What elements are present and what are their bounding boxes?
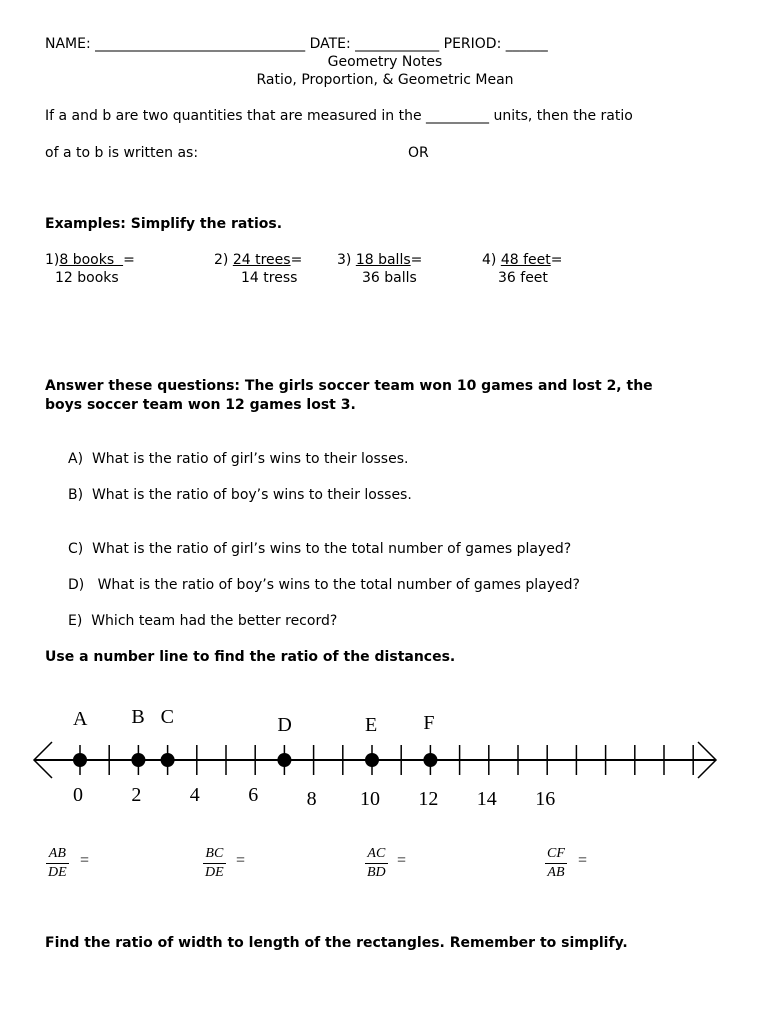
fraction-numerator: BC (203, 845, 226, 864)
question-c: C) What is the ratio of girl’s wins to the total number of games played? (68, 541, 572, 557)
point-label-d: D (277, 714, 292, 736)
ratio-equals: = (397, 852, 407, 869)
example-equals: = (550, 252, 563, 268)
page-subtitle: Ratio, Proportion, & Geometric Mean (256, 72, 514, 88)
tick-label: 2 (131, 784, 142, 806)
number-line-point-b (131, 753, 145, 767)
example-numerator: 48 feet (500, 252, 551, 268)
fraction-numerator: AC (365, 845, 388, 864)
tick-label: 0 (73, 784, 83, 806)
rectangles-heading: Find the ratio of width to length of the rectangles. Remember to simplify. (45, 935, 628, 951)
page-title: Geometry Notes (327, 54, 443, 70)
number-line-point-f (423, 753, 437, 767)
example-2-denominator: 14 tress (241, 270, 298, 286)
tick-label: 6 (248, 784, 259, 806)
ratio-definition-or: OR (408, 145, 429, 161)
number-line-heading: Use a number line to find the ratio of the distances. (45, 649, 456, 665)
example-equals: = (410, 252, 423, 268)
fraction-denominator: AB (547, 865, 565, 880)
example-prefix: 4) (482, 252, 501, 268)
example-prefix: 3) (337, 252, 356, 268)
tick-label: 4 (189, 784, 200, 806)
number-line-point-e (365, 753, 379, 767)
example-numerator: 18 balls (355, 252, 411, 268)
point-label-a: A (73, 708, 88, 730)
fraction-denominator: BD (367, 865, 386, 880)
ratio-equals: = (80, 852, 90, 869)
question-e: E) Which team had the better record? (68, 613, 338, 629)
ratio-fraction-ac-bd (365, 845, 388, 882)
example-4-denominator: 36 feet (498, 270, 548, 286)
example-1-denominator: 12 books (55, 270, 119, 286)
ratio-definition-line2: of a to b is written as: (45, 145, 199, 161)
point-label-f: F (423, 712, 435, 734)
tick-label: 10 (360, 788, 380, 810)
example-equals: = (290, 252, 303, 268)
ratio-definition-line1: If a and b are two quantities that are measured in the _________ units, then the ratio (45, 108, 633, 124)
number-line-point-d (277, 753, 291, 767)
example-2 (214, 252, 302, 268)
number-line-point-c (161, 753, 175, 767)
example-numerator: 24 trees (232, 252, 291, 268)
tick-label: 8 (306, 788, 317, 810)
example-numerator: 8 books (59, 252, 124, 268)
questions-heading-line1: Answer these questions: The girls soccer team won 10 games and lost 2, the (45, 378, 653, 394)
point-label-b: B (131, 706, 145, 728)
question-a: A) What is the ratio of girl’s wins to their losses. (68, 451, 409, 467)
fraction-denominator: DE (205, 865, 224, 880)
ratio-equals: = (578, 852, 588, 869)
fraction-denominator: DE (48, 865, 67, 880)
fraction-numerator: CF (545, 845, 567, 864)
ratio-equals: = (236, 852, 246, 869)
example-3 (337, 252, 422, 268)
tick-label: 14 (476, 788, 497, 810)
example-4 (482, 252, 562, 268)
number-line (0, 700, 770, 830)
tick-label: 12 (418, 788, 439, 810)
ratio-fraction-bc-de (203, 845, 226, 882)
question-b: B) What is the ratio of boy’s wins to their losses. (68, 487, 412, 503)
name-date-period-line: NAME: ______________________________ DATE: ____________ PERIOD: ______ (45, 36, 548, 52)
ratio-fraction-ab-de (46, 845, 69, 882)
fraction-numerator: AB (46, 845, 69, 864)
example-equals: = (123, 252, 135, 268)
point-label-c: C (160, 706, 174, 728)
example-prefix: 2) (214, 252, 233, 268)
example-1 (45, 252, 135, 268)
point-label-e: E (365, 714, 378, 736)
question-d: D) What is the ratio of boy’s wins to the total number of games played? (68, 577, 580, 593)
example-3-denominator: 36 balls (362, 270, 417, 286)
example-prefix: 1) (45, 252, 60, 268)
ratio-fraction-cf-ab (545, 845, 567, 882)
tick-label: 16 (535, 788, 556, 810)
number-line-point-a (73, 753, 87, 767)
questions-heading-line2: boys soccer team won 12 games lost 3. (45, 397, 356, 413)
examples-heading: Examples: Simplify the ratios. (45, 216, 283, 232)
